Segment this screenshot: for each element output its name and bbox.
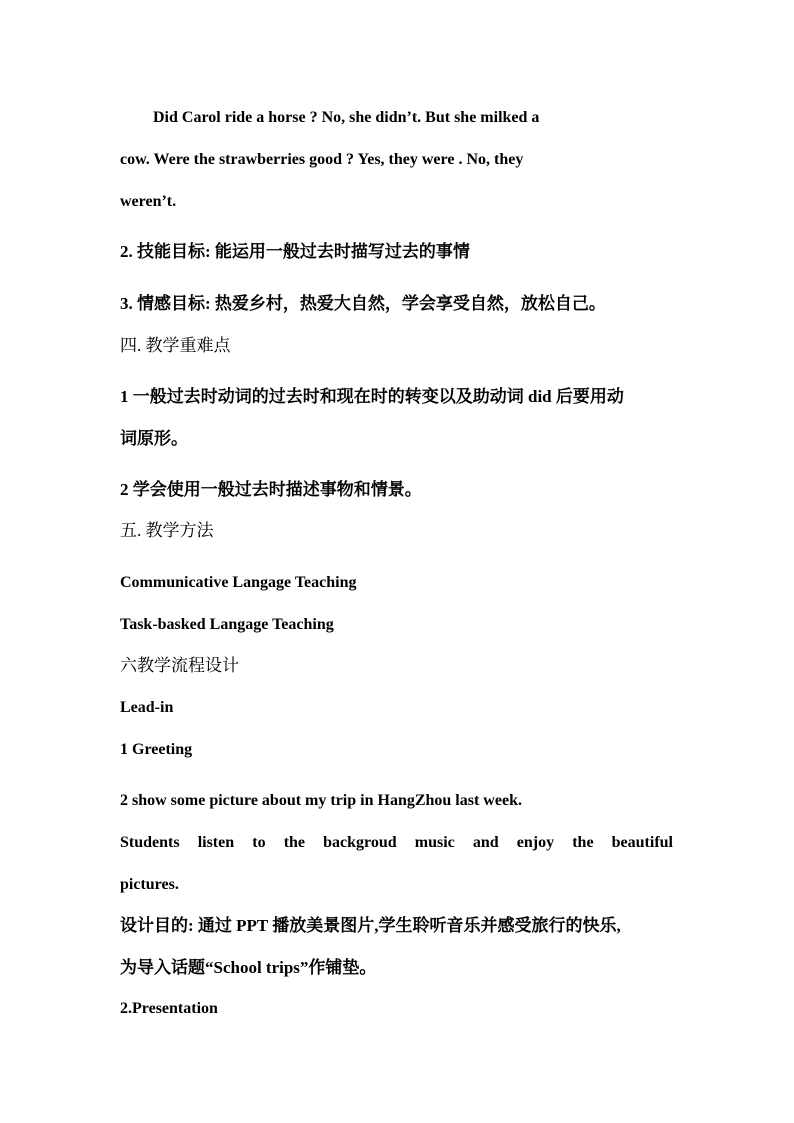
text-line-16: 2 show some picture about my trip in HangZhou last week. — [120, 792, 522, 809]
text-line-2: cow. Were the strawberries good ? Yes, they were . No, they — [120, 151, 524, 168]
text-line-5: 3. 情感目标: 热爱乡村，热爱大自然，学会享受自然，放松自己。 — [120, 294, 606, 313]
text-line-15: 1 Greeting — [120, 741, 193, 758]
text-line-18: pictures. — [120, 876, 179, 893]
text-line-7: 1 一般过去时动词的过去时和现在时的转变以及助动词 did 后要用动 — [120, 387, 624, 406]
text-line-1: Did Carol ride a horse ? No, she didn’t. But she milked a — [153, 109, 540, 126]
text-line-21: 2.Presentation — [120, 1000, 218, 1017]
text-line-20: 为导入话题“School trips”作铺垫。 — [120, 958, 377, 977]
text-line-17: Students listen to the backgroud music and enjoy the beautiful — [120, 834, 673, 851]
text-line-9: 2 学会使用一般过去时描述事物和情景。 — [120, 480, 422, 499]
text-line-8: 词原形。 — [120, 429, 188, 448]
text-line-4: 2. 技能目标: 能运用一般过去时描写过去的事情 — [120, 242, 470, 261]
text-line-19: 设计目的: 通过 PPT 播放美景图片,学生聆听音乐并感受旅行的快乐, — [120, 916, 621, 935]
text-line-12: Task-basked Langage Teaching — [120, 616, 334, 633]
section-heading-5: 五. 教学方法 — [120, 521, 214, 540]
section-heading-6: 六教学流程设计 — [120, 656, 239, 675]
text-line-3: weren’t. — [120, 193, 177, 210]
section-heading-4: 四. 教学重难点 — [120, 336, 231, 355]
text-line-14: Lead-in — [120, 699, 174, 716]
text-line-11: Communicative Langage Teaching — [120, 574, 357, 591]
